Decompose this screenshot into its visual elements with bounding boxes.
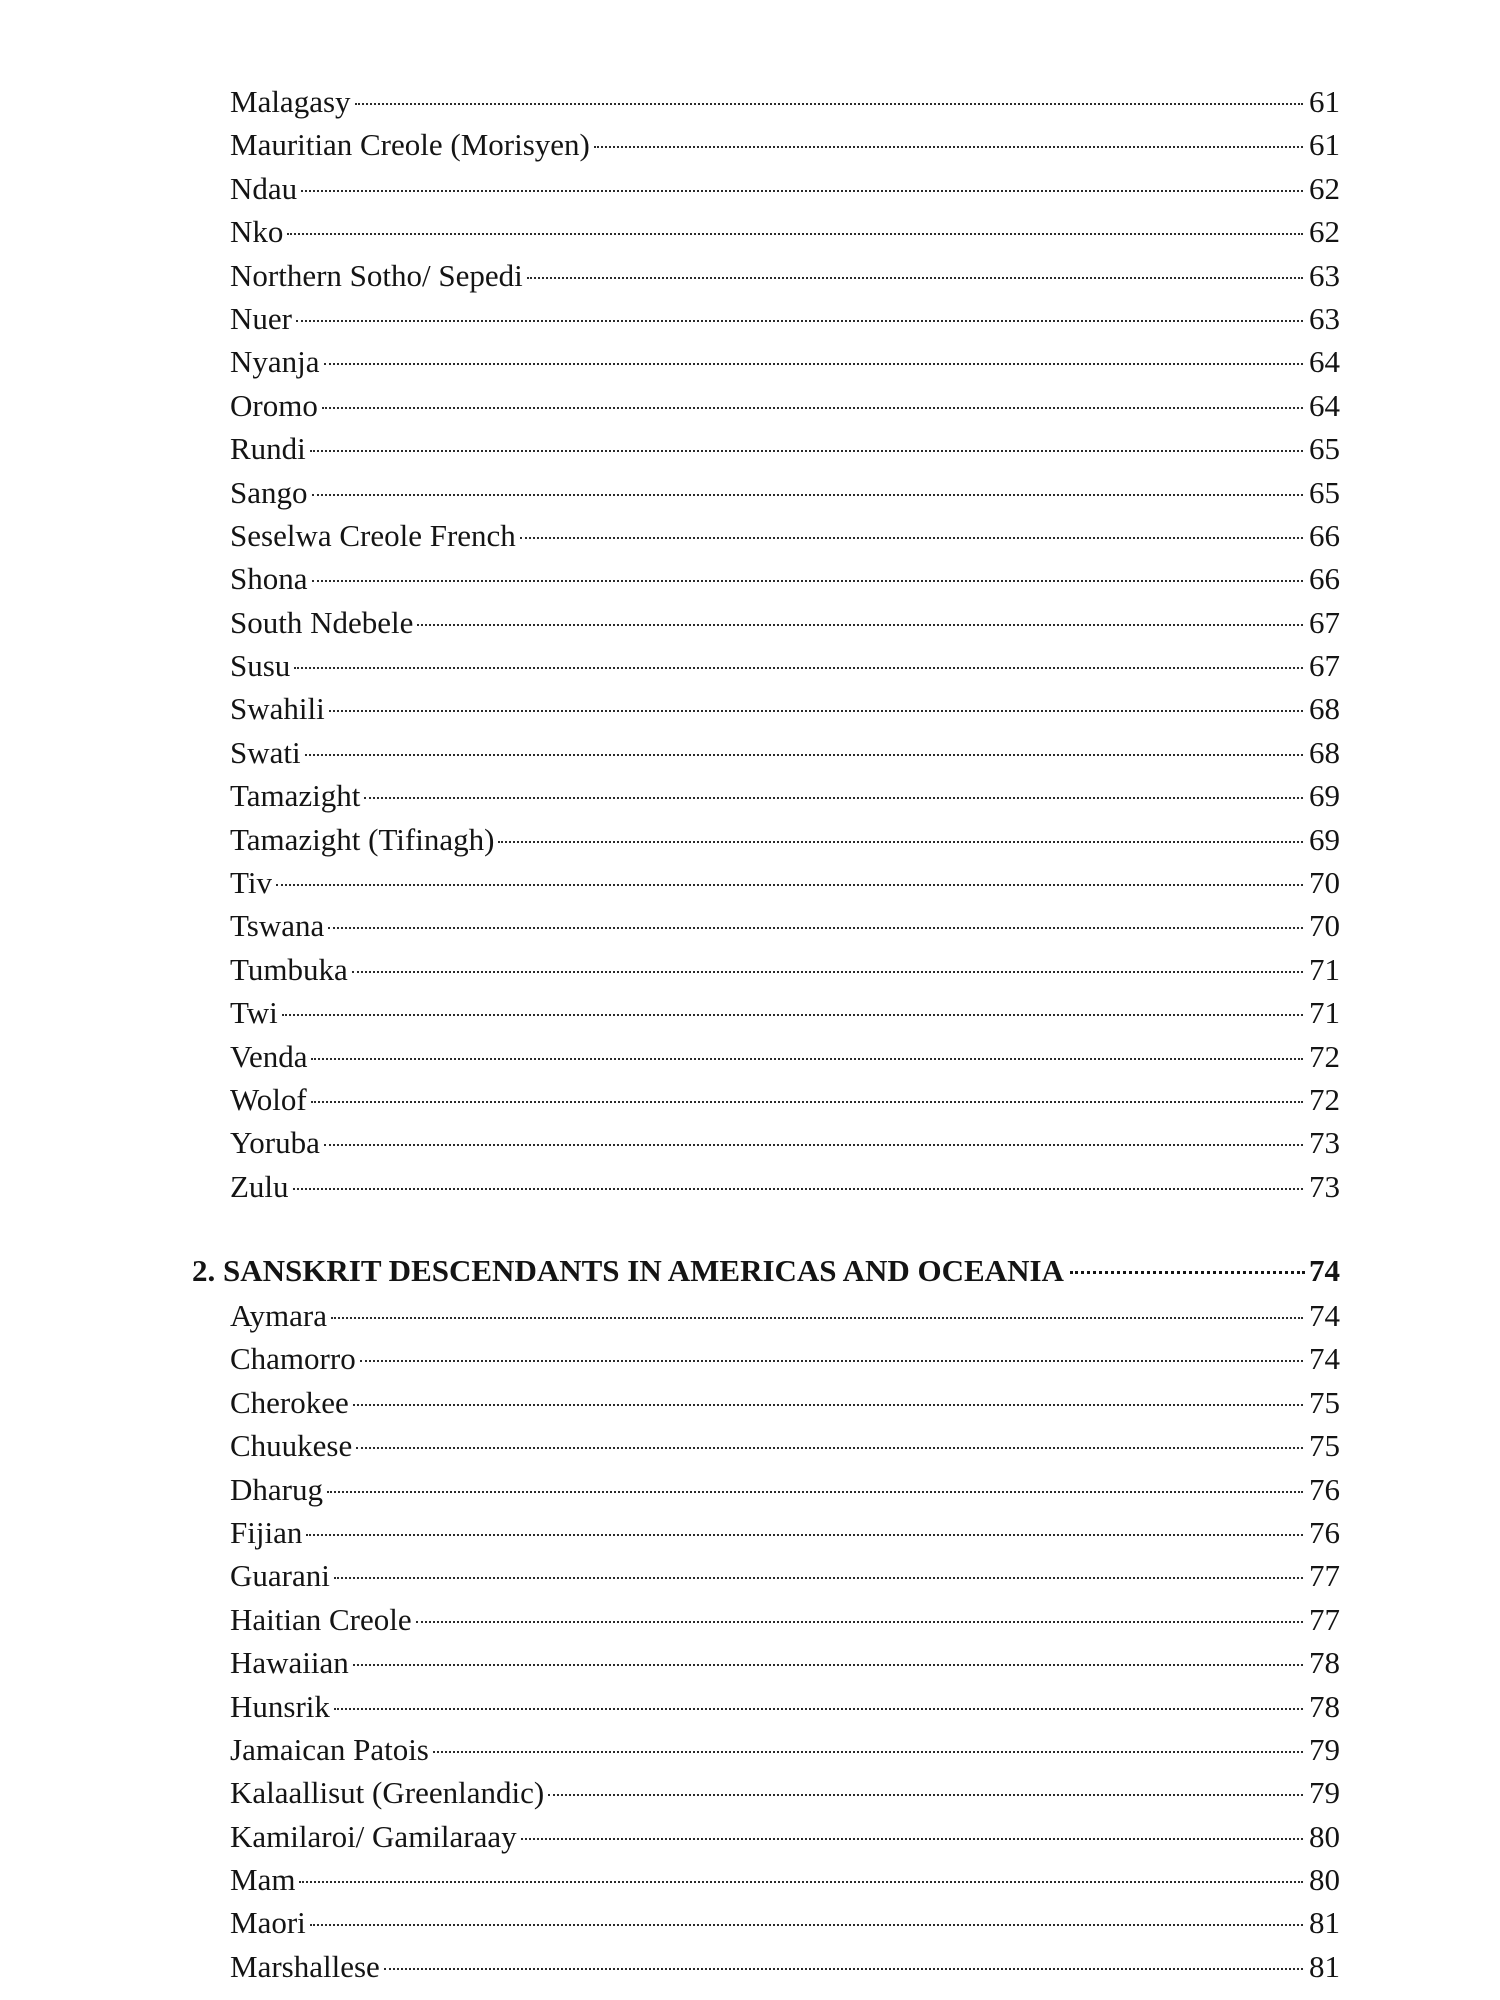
toc-entry-label: Kamilaroi/ Gamilaraay	[230, 1818, 517, 1854]
toc-entry-page: 62	[1309, 170, 1340, 206]
dot-leader	[364, 797, 1303, 799]
toc-entry	[230, 1641, 1340, 1684]
toc-entry-label: Shona	[230, 561, 308, 597]
toc-entry	[230, 601, 1340, 644]
toc-entry	[230, 1121, 1340, 1164]
toc-entry	[230, 1165, 1340, 1208]
toc-entry-label: South Ndebele	[230, 604, 414, 640]
toc-entry-page: 67	[1309, 604, 1340, 640]
dot-leader	[356, 1447, 1303, 1449]
toc-entry-page: 63	[1309, 257, 1340, 293]
dot-leader	[276, 884, 1303, 886]
toc-entry-page: 69	[1309, 778, 1340, 814]
dot-leader	[324, 1144, 1303, 1146]
toc-entry	[230, 384, 1340, 427]
toc-entry-label: Guarani	[230, 1558, 330, 1594]
toc-entry	[230, 123, 1340, 166]
toc-entry	[230, 1901, 1340, 1944]
dot-leader	[548, 1794, 1303, 1796]
dot-leader	[328, 927, 1303, 929]
toc-entry	[230, 1381, 1340, 1424]
dot-leader	[433, 1751, 1303, 1753]
dot-leader	[353, 1664, 1303, 1666]
toc-entry-label: Malagasy	[230, 84, 351, 119]
dot-leader	[299, 1881, 1303, 1883]
toc-entry-label: Kalaallisut (Greenlandic)	[230, 1775, 545, 1811]
toc-entry-page: 64	[1309, 344, 1340, 380]
toc-entry-page: 61	[1309, 84, 1340, 119]
dot-leader	[312, 494, 1304, 496]
toc-entry-label: Zulu	[230, 1168, 289, 1204]
toc-entry-label: Hunsrik	[230, 1688, 330, 1724]
toc-entry	[230, 774, 1340, 817]
toc-entry	[230, 297, 1340, 340]
toc-entry-page: 62	[1309, 214, 1340, 250]
toc-entry-label: Nyanja	[230, 344, 320, 380]
toc-entry-page: 76	[1309, 1514, 1340, 1550]
toc-entry	[230, 557, 1340, 600]
toc-entry-label: Chuukese	[230, 1428, 353, 1464]
toc-entry-label: Nko	[230, 214, 284, 250]
toc-entry-page: 79	[1309, 1731, 1340, 1767]
dot-leader	[353, 1404, 1303, 1406]
toc-entry	[230, 904, 1340, 947]
dot-leader	[327, 1491, 1303, 1493]
toc-entry	[230, 948, 1340, 991]
dot-leader	[520, 537, 1303, 539]
toc-entry-page: 69	[1309, 821, 1340, 857]
toc-entry-page: 81	[1309, 1948, 1340, 1984]
toc-entry	[230, 861, 1340, 904]
dot-leader	[384, 1968, 1303, 1970]
dot-leader	[282, 1014, 1303, 1016]
dot-leader	[334, 1708, 1303, 1710]
toc-entry-page: 76	[1309, 1471, 1340, 1507]
toc-entry-page: 80	[1309, 1818, 1340, 1854]
toc-entry-label: Tswana	[230, 908, 325, 944]
dot-leader	[498, 841, 1303, 843]
dot-leader	[521, 1838, 1303, 1840]
dot-leader	[352, 971, 1303, 973]
toc-entry	[230, 1035, 1340, 1078]
dot-leader	[360, 1360, 1303, 1362]
toc-entry-page: 79	[1309, 1775, 1340, 1811]
toc-entry-label: Nuer	[230, 300, 292, 336]
toc-entry-label: Yoruba	[230, 1125, 320, 1161]
dot-leader	[301, 190, 1303, 192]
toc-entry	[230, 1078, 1340, 1121]
dot-leader	[324, 363, 1303, 365]
toc-entry	[230, 514, 1340, 557]
toc-entry-label: Haitian Creole	[230, 1601, 412, 1637]
toc-entry-label: Sango	[230, 474, 308, 510]
toc-entry	[230, 427, 1340, 470]
dot-leader	[310, 450, 1303, 452]
toc-entry-label: Mauritian Creole (Morisyen)	[230, 127, 590, 163]
toc-entry-label: Oromo	[230, 387, 318, 423]
toc-entry-page: 81	[1309, 1905, 1340, 1941]
toc-entry	[230, 471, 1340, 514]
dot-leader	[329, 710, 1303, 712]
toc-entry	[230, 991, 1340, 1034]
toc-list-section-1	[230, 80, 1340, 1208]
dot-leader	[322, 407, 1303, 409]
toc-entry	[230, 1858, 1340, 1901]
toc-entry-page: 80	[1309, 1862, 1340, 1898]
toc-entry-label: Tiv	[230, 865, 272, 901]
toc-entry-page: 78	[1309, 1645, 1340, 1681]
toc-entry-page: 71	[1309, 995, 1340, 1031]
toc-entry-label: Jamaican Patois	[230, 1731, 429, 1767]
dot-leader	[312, 580, 1304, 582]
toc-entry-page: 68	[1309, 734, 1340, 770]
toc-entry-page: 66	[1309, 517, 1340, 553]
toc-entry	[230, 80, 1340, 123]
dot-leader	[305, 754, 1303, 756]
section-heading-page: 74	[1309, 1253, 1340, 1288]
toc-entry-page: 74	[1309, 1298, 1340, 1333]
dot-leader	[416, 1621, 1303, 1623]
toc-entry	[230, 687, 1340, 730]
toc-entry-label: Tumbuka	[230, 951, 348, 987]
toc-entry-page: 63	[1309, 300, 1340, 336]
toc-entry-page: 70	[1309, 865, 1340, 901]
dot-leader	[311, 1058, 1303, 1060]
toc-entry-label: Twi	[230, 995, 278, 1031]
toc-entry-page: 71	[1309, 951, 1340, 987]
dot-leader	[294, 667, 1303, 669]
toc-entry-label: Seselwa Creole French	[230, 517, 516, 553]
toc-entry	[230, 210, 1340, 253]
toc-entry-page: 72	[1309, 1038, 1340, 1074]
toc-entry	[230, 1554, 1340, 1597]
toc-entry-label: Cherokee	[230, 1384, 349, 1420]
toc-entry-page: 73	[1309, 1168, 1340, 1204]
toc-list-section-2	[230, 1248, 1340, 1988]
toc-entry-label: Fijian	[230, 1514, 303, 1550]
toc-entry	[230, 1294, 1340, 1337]
toc-entry-label: Mam	[230, 1862, 296, 1898]
toc-entry	[230, 1424, 1340, 1467]
toc-entry	[230, 644, 1340, 687]
toc-entry-page: 72	[1309, 1081, 1340, 1117]
toc-entry-label: Tamazight (Tifinagh)	[230, 821, 495, 857]
dot-leader	[293, 1188, 1303, 1190]
toc-entry-page: 68	[1309, 691, 1340, 727]
toc-entry-page: 77	[1309, 1558, 1340, 1594]
toc-entry-label: Wolof	[230, 1081, 307, 1117]
toc-entry-label: Rundi	[230, 431, 306, 467]
toc-entry-page: 61	[1309, 127, 1340, 163]
toc-entry	[230, 731, 1340, 774]
dot-leader	[296, 320, 1303, 322]
toc-entry-label: Swahili	[230, 691, 325, 727]
toc-entry	[230, 1337, 1340, 1380]
toc-entry	[230, 1728, 1340, 1771]
toc-entry-page: 74	[1309, 1341, 1340, 1377]
toc-entry	[230, 254, 1340, 297]
toc-entry	[230, 1771, 1340, 1814]
toc-entry	[230, 818, 1340, 861]
toc-entry	[230, 340, 1340, 383]
dot-leader	[334, 1577, 1303, 1579]
toc-entry	[230, 1511, 1340, 1554]
toc-entry	[230, 1685, 1340, 1728]
toc-entry	[230, 1598, 1340, 1641]
toc-entry-page: 67	[1309, 648, 1340, 684]
toc-entry-label: Chamorro	[230, 1341, 356, 1377]
dot-leader	[417, 624, 1303, 626]
dot-leader	[310, 1924, 1303, 1926]
section-heading-title: 2. SANSKRIT DESCENDANTS IN AMERICAS AND OCEANIA	[192, 1253, 1064, 1288]
toc-entry-page: 75	[1309, 1428, 1340, 1464]
toc-entry	[230, 1815, 1340, 1858]
toc-entry-label: Northern Sotho/ Sepedi	[230, 257, 523, 293]
toc-entry-label: Aymara	[230, 1298, 327, 1333]
toc-entry-page: 66	[1309, 561, 1340, 597]
toc-entry-label: Tamazight	[230, 778, 361, 814]
dot-leader	[331, 1317, 1303, 1319]
toc-entry-page: 65	[1309, 474, 1340, 510]
toc-entry-page: 65	[1309, 431, 1340, 467]
toc-entry-label: Susu	[230, 648, 291, 684]
toc-entry-page: 78	[1309, 1688, 1340, 1724]
dot-leader	[306, 1534, 1303, 1536]
toc-entry-label: Maori	[230, 1905, 306, 1941]
dot-leader	[311, 1101, 1303, 1103]
dot-leader	[527, 277, 1303, 279]
dot-leader	[594, 146, 1303, 148]
toc-entry-label: Dharug	[230, 1471, 323, 1507]
toc-entry-page: 77	[1309, 1601, 1340, 1637]
toc-entry-label: Marshallese	[230, 1948, 380, 1984]
toc-entry-page: 73	[1309, 1125, 1340, 1161]
toc-entry-page: 75	[1309, 1384, 1340, 1420]
dot-leader	[355, 103, 1303, 105]
toc-entry	[230, 1468, 1340, 1511]
toc-entry-page: 64	[1309, 387, 1340, 423]
toc-entry-label: Ndau	[230, 170, 298, 206]
toc-entry-page: 70	[1309, 908, 1340, 944]
toc-entry-label: Venda	[230, 1038, 308, 1074]
toc-entry	[230, 1945, 1340, 1988]
dot-leader	[287, 233, 1303, 235]
toc-entry	[230, 167, 1340, 210]
toc-entry-label: Hawaiian	[230, 1645, 349, 1681]
toc-entry-label: Swati	[230, 734, 301, 770]
